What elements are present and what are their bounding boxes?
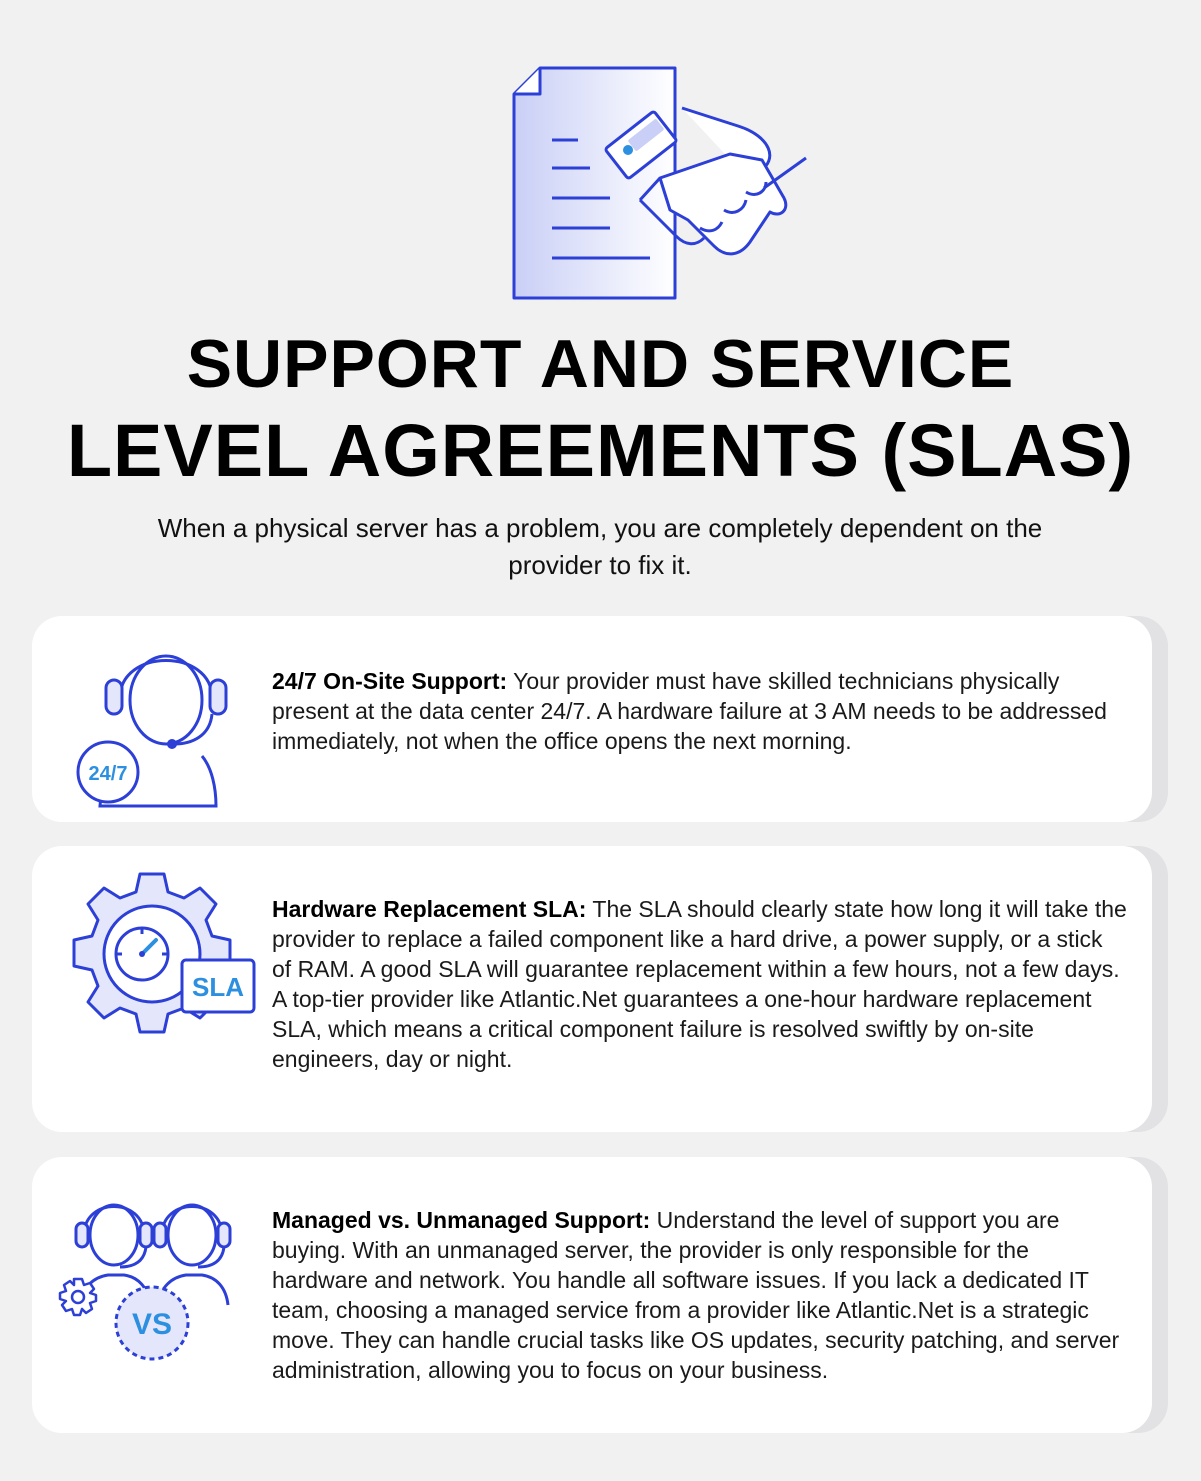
two-agents-vs-icon <box>52 1195 262 1365</box>
card-text <box>272 894 1128 1074</box>
gear-gauge-sla-icon <box>52 868 262 1038</box>
title-line-2: LEVEL AGREEMENTS (SLAS) <box>66 409 1135 492</box>
card-24-7-support <box>32 616 1168 822</box>
card-heading: Hardware Replacement SLA: <box>272 896 587 922</box>
badge-sla: SLA <box>192 972 244 1002</box>
title-line-1: SUPPORT AND SERVICE <box>186 326 1015 402</box>
card-hardware-sla <box>32 846 1168 1132</box>
card-body: Understand the level of support you are buying. With an unmanaged server, the provider is only responsible for the hardware and network. You handle all software issues. If you lack a dedicated IT team, choosing a managed service from a provider like Atlantic.Net is a strategic move. They can handle crucial tasks like OS updates, security patching, and server administration, allowing you to focus on your business. <box>272 1207 1120 1383</box>
page-title <box>0 326 1201 492</box>
card-heading: 24/7 On-Site Support: <box>272 668 508 694</box>
subtitle: When a physical server has a problem, you are completely dependent on the provider to fix it. <box>157 513 1043 580</box>
card-text <box>272 1205 1128 1385</box>
badge-vs: VS <box>131 1308 173 1341</box>
card-managed-vs-unmanaged <box>32 1157 1168 1433</box>
card-body: Your provider must have skilled technicians physically present at the data center 24/7. A hardware failure at 3 AM needs to be addressed immediately, not when the office opens the next morning. <box>272 668 1107 754</box>
card-heading: Managed vs. Unmanaged Support: <box>272 1207 651 1233</box>
document-handshake-icon <box>500 60 820 310</box>
card-text <box>272 666 1128 756</box>
card-body: The SLA should clearly state how long it will take the provider to replace a failed component like a hard drive, a power supply, or a stick of RAM. A good SLA will guarantee replacement within a few hours, not a few days. A top-tier provider like Atlantic.Net guarantees a one-hour hardware replacement SLA, which means a critical component failure is resolved swiftly by on-site engineers, day or night. <box>272 896 1127 1072</box>
badge-24-7: 24/7 <box>88 763 128 785</box>
headset-agent-24-7-icon <box>52 638 262 808</box>
